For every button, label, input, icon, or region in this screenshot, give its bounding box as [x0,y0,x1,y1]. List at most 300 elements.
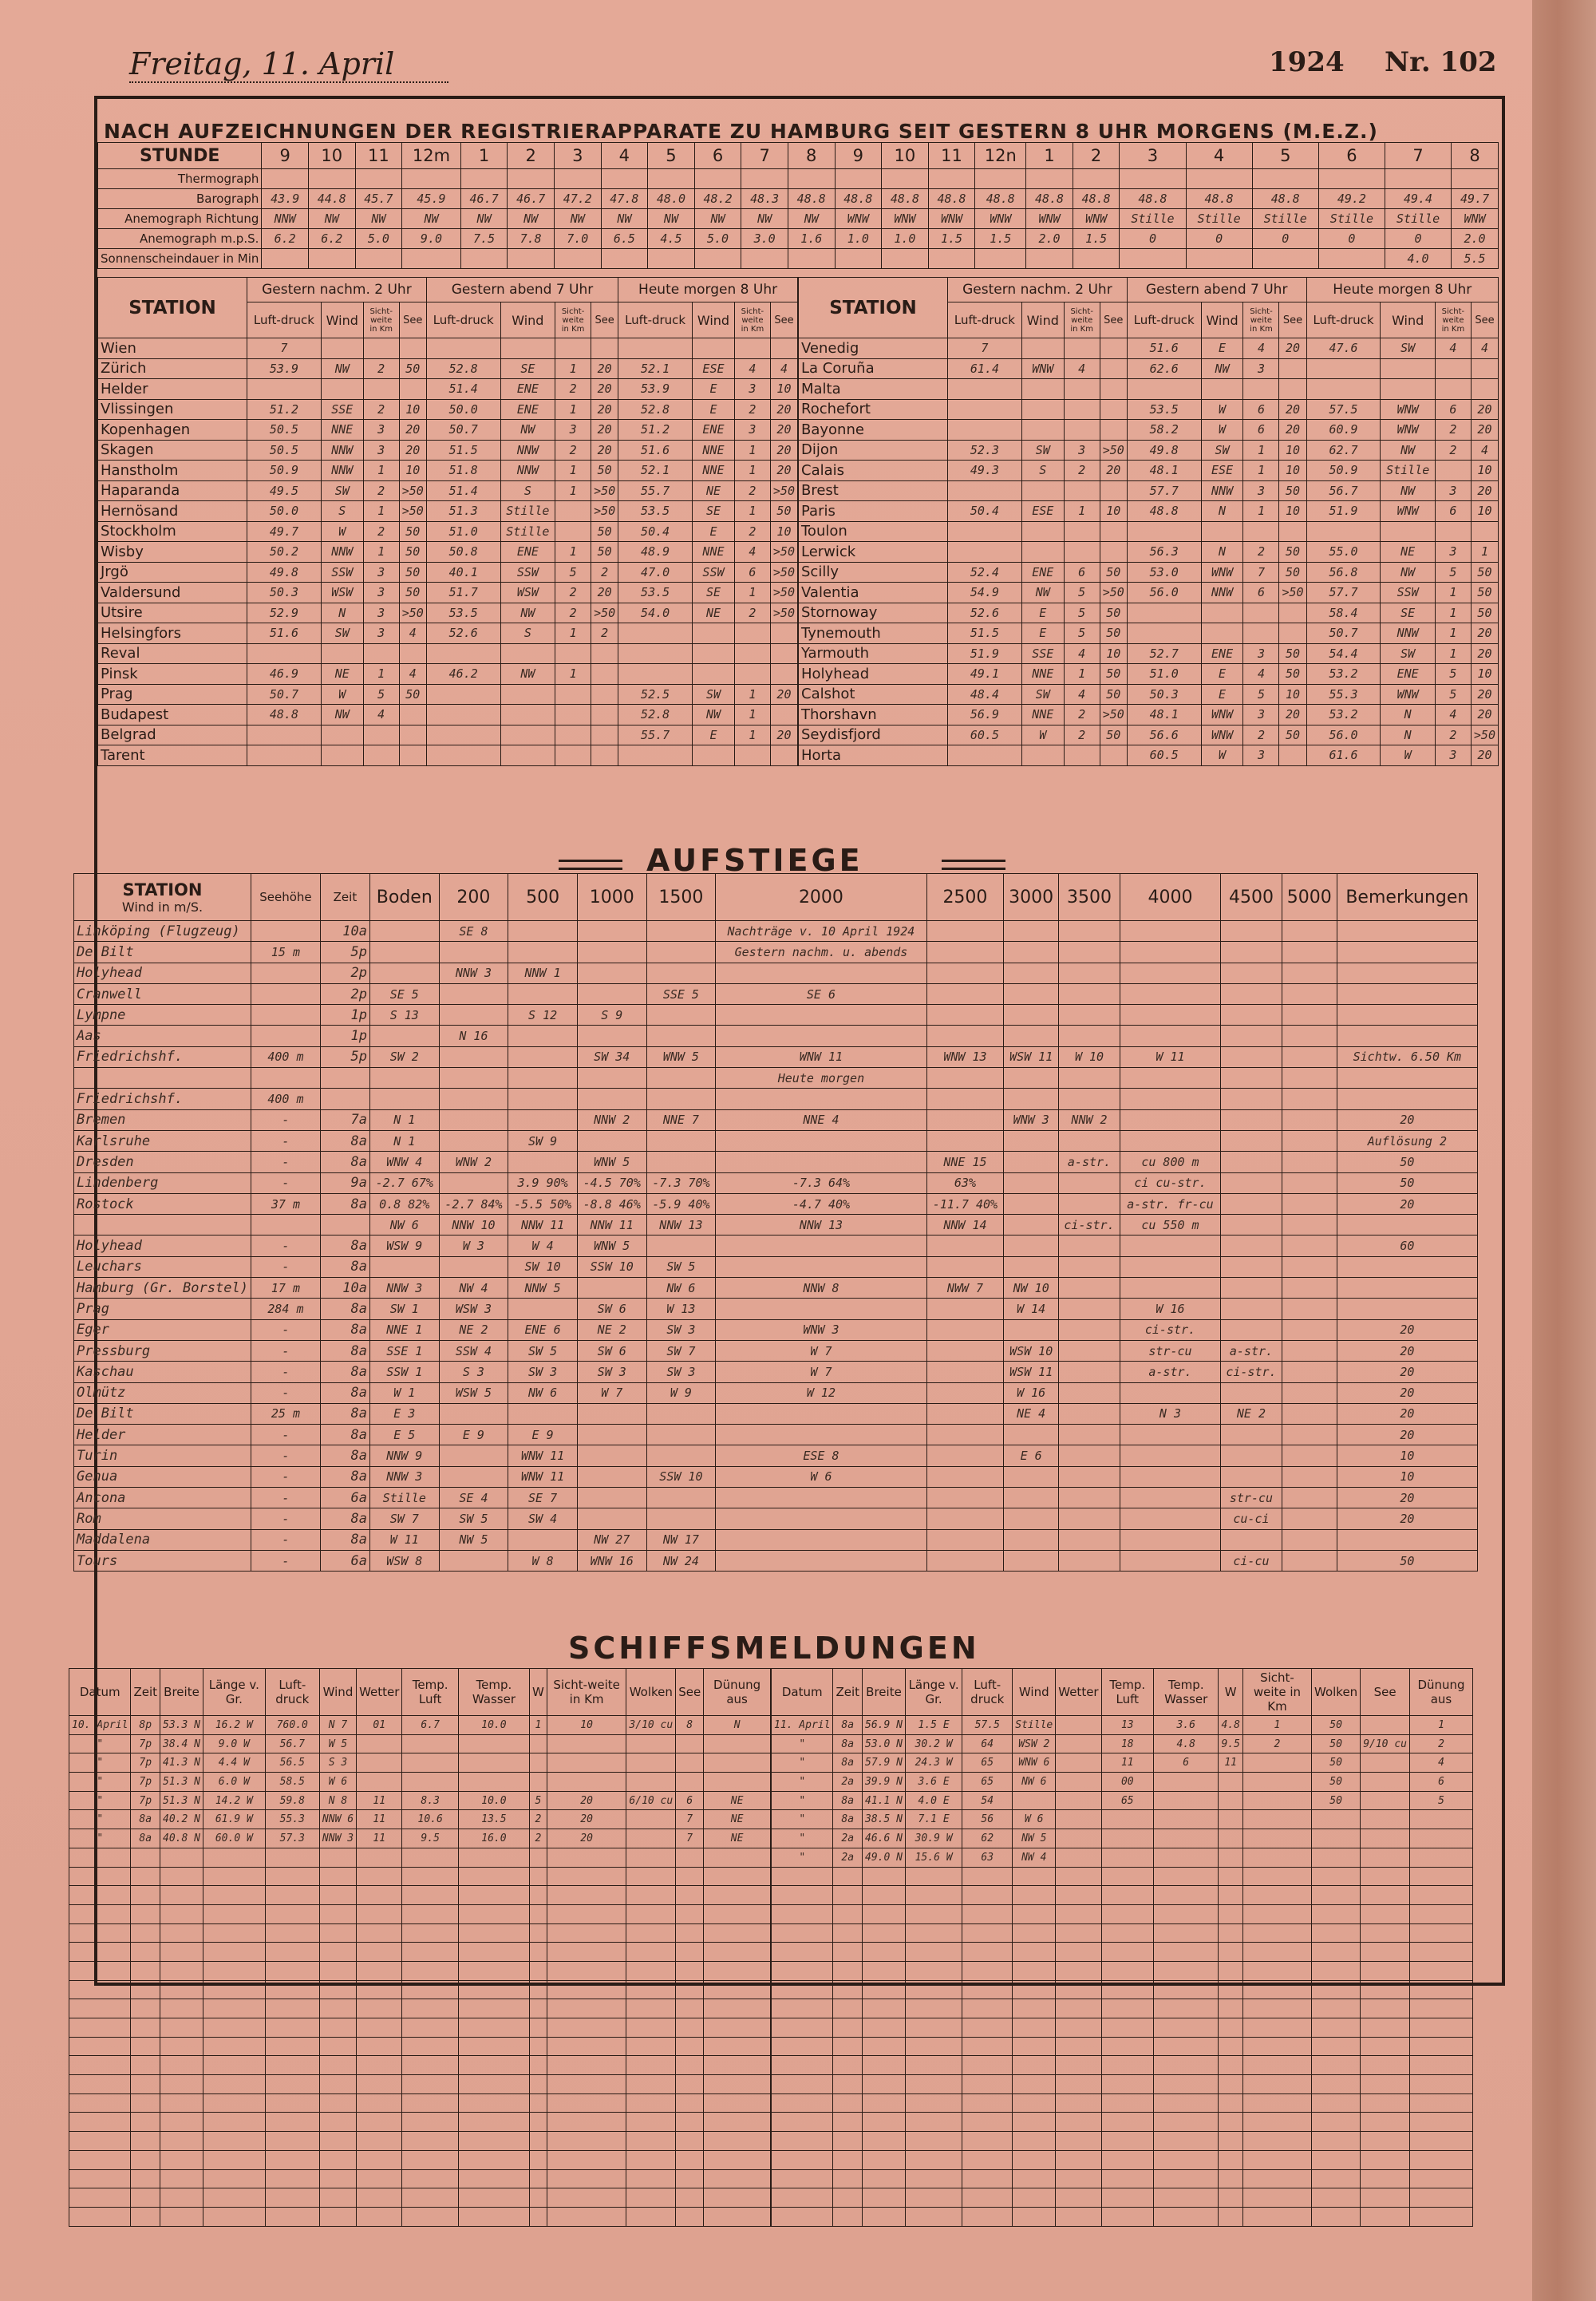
hour-cell: 11 [355,143,402,169]
ship-value [357,1753,402,1773]
ship-empty-cell [676,1923,704,1943]
registrier-value [1120,249,1186,269]
ship-empty-cell [962,2037,1013,2056]
aufstiege-station: Hamburg (Gr. Borstel) [74,1278,251,1299]
ship-value [1219,1773,1242,1792]
aufstiege-value [439,1089,508,1109]
ship-empty-cell [69,2018,131,2038]
aufstiege-station: Tours [74,1550,251,1571]
ship-empty-cell [1361,1961,1410,1980]
height-header: Bemerkungen [1337,874,1477,921]
ship-empty-cell [676,2150,704,2169]
station-value: 4 [1435,705,1471,725]
station-value [1100,399,1127,420]
ship-empty-cell [704,1867,771,1886]
registrier-row [98,169,1499,189]
ship-empty-cell [676,1999,704,2018]
ship-value: 56 [962,1810,1013,1829]
station-value: 60.5 [948,725,1022,745]
aufstiege-zeit: 2p [320,983,369,1004]
ship-empty-cell [1056,2056,1101,2075]
page-number: Nr. 102 [1385,46,1497,78]
ship-value [1242,1773,1311,1792]
ship-empty-cell [833,2132,863,2151]
registrier-value: 48.8 [1186,189,1252,209]
ship-empty-cell [319,1943,356,1962]
station-value: 50.7 [426,420,500,441]
ship-value: " [772,1773,833,1792]
station-value: 58.2 [1127,420,1201,441]
aufstiege-station-header [74,874,251,921]
aufstiege-value [926,1089,1004,1109]
ship-empty-cell [626,2188,676,2208]
wind-header: Wind [1021,302,1064,338]
station-value: 50 [1279,643,1306,664]
station-value [1435,379,1471,400]
aufstiege-value [1337,1026,1477,1046]
ship-empty-cell [1361,2093,1410,2113]
aufstiege-value [1059,1026,1120,1046]
aufstiege-value: WNW 3 [716,1319,926,1340]
station-value [555,725,591,745]
ship-empty-cell [319,1904,356,1923]
station-value [591,643,618,664]
ship-value: 1 [1242,1716,1311,1735]
registrier-hours-row [98,143,1499,169]
aufstiege-zeit: 9a [320,1172,369,1193]
ship-col-header: Wetter [1056,1669,1101,1716]
hour-cell: 10 [308,143,355,169]
station-value [734,623,770,644]
aufstiege-hoehe: 17 m [251,1278,320,1299]
ship-value: 7p [131,1734,160,1753]
aufstiege-value: 3.9 90% [508,1172,578,1193]
station-value: E [693,379,735,400]
ship-empty-cell [772,1904,833,1923]
station-header-row [98,278,798,302]
ship-row [69,1734,771,1753]
aufstiege-value [369,1068,439,1089]
ship-empty-cell [160,2113,203,2132]
ship-empty-cell [1056,1867,1101,1886]
ship-row [69,2113,771,2132]
registrier-value: 0 [1186,229,1252,249]
station-value: 51.6 [618,440,693,461]
aufstiege-value [1004,1529,1059,1550]
station-value: 50.5 [247,420,322,441]
ship-value: 39.9 N [863,1773,906,1792]
ship-col-header: W [529,1669,547,1716]
ship-empty-cell [1361,2075,1410,2094]
ship-empty-cell [833,1980,863,1999]
aufstiege-value [1059,1403,1120,1424]
station-value: E [693,725,735,745]
station-value [770,745,797,766]
station-name: Skagen [98,440,247,461]
luftdruck-header: Luft-druck [1127,302,1201,338]
ship-empty-cell [1219,1904,1242,1923]
station-value [247,725,322,745]
station-name: Haparanda [98,480,247,501]
station-row [98,583,798,603]
station-value: 20 [770,399,797,420]
station-value [1127,623,1201,644]
aufstiege-rule-right [942,860,1005,862]
aufstiege-value [1120,1005,1220,1026]
ship-empty-cell [203,2056,265,2075]
station-value [1279,603,1306,623]
ship-empty-cell [1154,2018,1219,2038]
aufstiege-zeit: 10a [320,1278,369,1299]
ship-row [772,2188,1473,2208]
aufstiege-value [439,1403,508,1424]
aufstiege-hoehe [251,1215,320,1236]
ship-value [1056,1791,1101,1810]
station-value: NNW [1381,623,1435,644]
aufstiege-value [1221,1256,1282,1277]
aufstiege-station [74,1068,251,1089]
ship-empty-cell [547,1980,626,1999]
ship-empty-cell [1409,2056,1472,2075]
station-value: 3 [363,440,399,461]
registrier-value: 1.0 [835,229,882,249]
ship-empty-cell [1312,2075,1361,2094]
station-value: 6 [1243,583,1279,603]
wind-header: Wind [1381,302,1435,338]
ship-value [626,1773,676,1792]
station-name: Brest [799,480,948,501]
registrier-value [694,249,741,269]
aufstiege-header-row [74,874,1478,921]
ship-value: 3/10 cu [626,1716,676,1735]
station-value: 50 [399,358,426,379]
ship-empty-cell [863,2093,906,2113]
aufstiege-value [1120,1382,1220,1403]
aufstiege-row [74,1382,1478,1403]
ship-empty-cell [265,1980,319,1999]
aufstiege-value [926,1299,1004,1319]
aufstiege-value [716,1256,926,1277]
station-value: 1 [734,583,770,603]
ship-empty-cell [772,1961,833,1980]
station-value [1435,461,1471,481]
station-value [321,643,363,664]
aufstiege-value: N 1 [369,1130,439,1151]
aufstiege-value [1059,1193,1120,1214]
aufstiege-value: 20 [1337,1193,1477,1214]
ship-empty-cell [1101,1904,1153,1923]
ship-empty-cell [458,1961,529,1980]
ship-header-row [69,1669,771,1716]
aufstiege-zeit: 8a [320,1193,369,1214]
aufstiege-zeit: 8a [320,1362,369,1382]
station-value: 56.7 [1306,480,1381,501]
ship-empty-cell [626,1961,676,1980]
ship-empty-cell [160,2207,203,2226]
station-value: 20 [770,684,797,705]
station-value: NE [693,480,735,501]
station-value: 1 [734,461,770,481]
ship-empty-cell [319,1848,356,1867]
ship-empty-cell [131,2018,160,2038]
ship-empty-cell [1312,1886,1361,1905]
ship-empty-cell [863,2113,906,2132]
ship-value [1361,1753,1410,1773]
registrier-row [98,189,1499,209]
ship-empty-cell [1219,1961,1242,1980]
ship-empty-cell [1101,2018,1153,2038]
aufstiege-hoehe: - [251,1550,320,1571]
station-value [1064,745,1100,766]
station-name: Thorshavn [799,705,948,725]
station-value: 55.0 [1306,542,1381,563]
aufstiege-value [1059,1089,1120,1109]
aufstiege-value: ci-str. [1221,1362,1282,1382]
ship-row [772,2132,1473,2151]
ship-empty-cell [1242,2056,1311,2075]
station-name: Lerwick [799,542,948,563]
station-value: 20 [770,440,797,461]
aufstiege-hoehe [251,1026,320,1046]
ship-empty-cell [160,1848,203,1867]
aufstiege-value [369,921,439,942]
ship-empty-cell [1312,1961,1361,1980]
station-value: 4 [734,542,770,563]
ship-empty-cell [1013,2093,1056,2113]
ship-empty-cell [160,2188,203,2208]
station-value [555,684,591,705]
ship-empty-cell [458,2113,529,2132]
aufstiege-value [716,1403,926,1424]
aufstiege-value [369,942,439,963]
ship-empty-cell [772,1923,833,1943]
ship-row [772,2037,1473,2056]
aufstiege-hoehe: - [251,1152,320,1172]
station-value: 20 [591,399,618,420]
ship-value: 64 [962,1734,1013,1753]
ship-empty-cell [1056,2018,1101,2038]
station-row [799,358,1499,379]
station-value: WNW [1201,725,1243,745]
ship-empty-cell [1312,2188,1361,2208]
registrier-table [97,142,1499,269]
station-value: 6 [1243,399,1279,420]
ship-value: 13.5 [458,1810,529,1829]
aufstiege-value [1221,1529,1282,1550]
ship-empty-cell [962,2132,1013,2151]
station-name: Wisby [98,542,247,563]
ship-value: 20 [547,1791,626,1810]
station-value: 4 [1064,684,1100,705]
aufstiege-value [926,1529,1004,1550]
aufstiege-value: S 12 [508,1005,578,1026]
ship-empty-cell [833,2188,863,2208]
ship-empty-cell [1219,2037,1242,2056]
station-value: 20 [1279,338,1306,359]
aufstiege-value [1221,1466,1282,1487]
station-name: Valentia [799,583,948,603]
ship-empty-cell [402,1848,459,1867]
ship-value [1361,1773,1410,1792]
registrier-value: 45.9 [402,189,461,209]
ship-empty-cell [905,2113,962,2132]
aufstiege-value [926,1005,1004,1026]
aufstiege-row [74,1109,1478,1130]
registrier-value: 0 [1120,229,1186,249]
ship-value: 10. April [69,1716,131,1735]
registrier-value: 2.0 [1026,229,1073,249]
ship-empty-cell [69,2207,131,2226]
registrier-value [928,249,975,269]
aufstiege-value [369,1256,439,1277]
ship-empty-cell [265,2169,319,2188]
hour-cell: 5 [1252,143,1318,169]
station-value: 52.5 [618,684,693,705]
height-header: Boden [369,874,439,921]
station-value: 10 [1471,501,1498,522]
aufstiege-value [369,1026,439,1046]
registrier-value: NNW [262,209,309,229]
station-value: 7 [247,338,322,359]
ship-empty-cell [547,1999,626,2018]
aufstiege-value: Stille [369,1488,439,1508]
station-value: 1 [1435,603,1471,623]
ship-empty-cell [203,2169,265,2188]
ship-empty-cell [772,2188,833,2208]
station-value: NW [500,664,555,685]
aufstiege-value: SW 7 [369,1508,439,1529]
registrier-value: WNW [1073,209,1120,229]
station-value: W [1201,420,1243,441]
ship-empty-cell [69,2075,131,2094]
ship-empty-cell [547,2188,626,2208]
aufstiege-value [1282,1130,1337,1151]
ship-empty-cell [529,1961,547,1980]
ship-value [1312,1848,1361,1867]
aufstiege-value: SW 34 [577,1046,646,1067]
ship-empty-cell [1242,2150,1311,2169]
aufstiege-value [577,1026,646,1046]
aufstiege-value [926,1403,1004,1424]
ship-empty-cell [402,1980,459,1999]
ship-value: 9.5 [402,1829,459,1848]
ship-empty-cell [962,1980,1013,1999]
ship-row [772,2093,1473,2113]
station-value: WNW [1201,562,1243,583]
ship-empty-cell [319,1923,356,1943]
ship-empty-cell [319,1886,356,1905]
aufstiege-value [1004,1152,1059,1172]
registrier-value: 48.8 [1120,189,1186,209]
ship-row [772,1848,1473,1867]
aufstiege-hoehe: 400 m [251,1089,320,1109]
ship-empty-cell [203,2018,265,2038]
aufstiege-value [1282,1109,1337,1130]
station-value: 54.0 [618,603,693,623]
station-value [1064,480,1100,501]
ship-empty-cell [833,2169,863,2188]
ship-empty-cell [529,2132,547,2151]
ship-empty-cell [1409,2150,1472,2169]
aufstiege-zeit: 2p [320,963,369,983]
ship-empty-cell [962,1867,1013,1886]
station-value: 48.8 [1127,501,1201,522]
aufstiege-value [1282,921,1337,942]
ship-empty-cell [905,2188,962,2208]
registrier-value: 7.0 [554,229,601,249]
ship-empty-cell [1242,1923,1311,1943]
aufstiege-value: W 11 [369,1529,439,1550]
ship-empty-cell [319,2113,356,2132]
station-value: >50 [770,583,797,603]
ship-empty-cell [1056,1943,1101,1962]
aufstiege-value: NNW 3 [439,963,508,983]
aufstiege-zeit: 8a [320,1466,369,1487]
station-value: 6 [1435,399,1471,420]
ship-empty-cell [402,2056,459,2075]
ship-row [69,2207,771,2226]
ship-empty-cell [1013,2056,1056,2075]
ship-empty-cell [704,2075,771,2094]
ship-empty-cell [319,1999,356,2018]
station-value [321,745,363,766]
station-value [948,745,1022,766]
ship-empty-cell [1219,2075,1242,2094]
aufstiege-value [646,1089,716,1109]
ship-empty-cell [962,2075,1013,2094]
station-value: NNW [321,542,363,563]
station-value: >50 [591,501,618,522]
ship-col-header: Temp. Luft [1101,1669,1153,1716]
ship-empty-cell [962,1886,1013,1905]
station-value: ENE [1021,562,1064,583]
aufstiege-value: SE 4 [439,1488,508,1508]
ship-empty-cell [1312,1980,1361,1999]
aufstiege-value [646,1005,716,1026]
ship-empty-cell [357,2075,402,2094]
ship-value: 56.9 N [863,1716,906,1735]
aufstiege-value [926,1466,1004,1487]
station-value: SSE [1021,643,1064,664]
station-value [363,725,399,745]
aufstiege-row [74,1236,1478,1256]
ship-value: 13 [1101,1716,1153,1735]
ship-empty-cell [69,1848,131,1867]
ship-empty-cell [704,1886,771,1905]
ship-empty-cell [1361,1867,1410,1886]
station-value: 10 [770,521,797,542]
station-value: >50 [770,480,797,501]
station-value: 1 [555,399,591,420]
ship-empty-cell [265,1904,319,1923]
ship-empty-cell [1242,2113,1311,2132]
station-value [770,623,797,644]
hour-cell: 4 [1186,143,1252,169]
aufstiege-value [926,921,1004,942]
ship-value: 58.5 [265,1773,319,1792]
station-value: 2 [734,521,770,542]
aufstiege-row [74,1046,1478,1067]
station-value: >50 [591,480,618,501]
ship-empty-cell [1409,2037,1472,2056]
ship-empty-cell [905,1867,962,1886]
station-name: Calais [799,461,948,481]
station-value: E [1021,603,1064,623]
aufstiege-value: cu 550 m [1120,1215,1220,1236]
ship-value: 5 [529,1791,547,1810]
station-value: 1 [555,358,591,379]
station-row [799,379,1499,400]
